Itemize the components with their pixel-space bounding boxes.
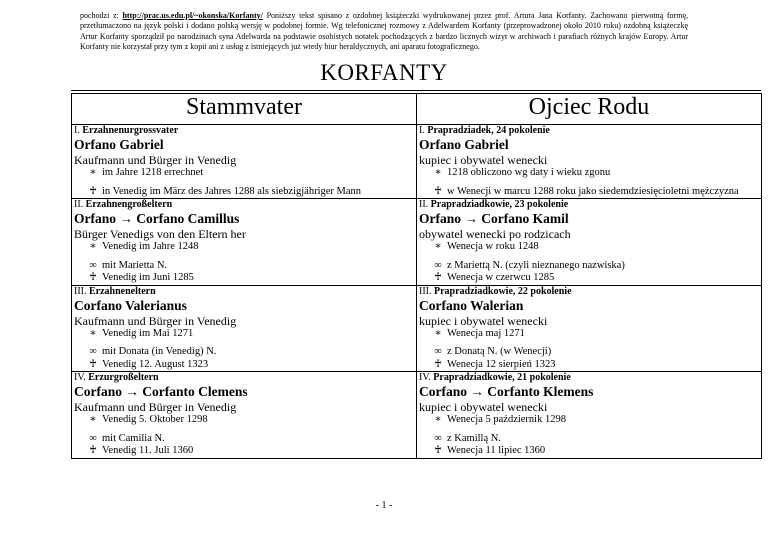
birth-icon: ∗ [434, 327, 442, 339]
death-icon: ♰ [434, 185, 442, 197]
person-name: Orfano → Corfano Camillus [74, 211, 240, 226]
title-rule [71, 90, 761, 91]
marriage-text: z Donatą N. (w Wenecji) [447, 346, 552, 357]
person-name: Corfano → Corfanto Clemens [74, 384, 248, 399]
marriage-text: mit Camilia N. [102, 432, 165, 444]
person-role: obywatel wenecki po rodzicach [419, 227, 571, 241]
marriage-icon: ∞ [434, 346, 442, 357]
birth-text: Venedig 5. Oktober 1298 [102, 414, 208, 425]
death-icon: ♰ [434, 358, 442, 370]
birth-text: Venedig im Jahre 1248 [102, 241, 199, 252]
birth-text: Wenecja maj 1271 [447, 327, 525, 339]
marriage-icon: ∞ [89, 259, 97, 271]
person-role: Kaufmann und Bürger in Venedig [74, 313, 237, 328]
death-text: Wenecja 11 lipiec 1360 [447, 445, 546, 456]
generation-title [74, 199, 414, 211]
marriage-text: mit Marietta N. [102, 259, 168, 271]
birth-text: im Jahre 1218 errechnet [102, 167, 204, 178]
birth-entry [74, 328, 414, 341]
death-icon: ♰ [89, 358, 97, 370]
death-text: Wenecja 12 sierpień 1323 [447, 358, 556, 370]
birth-entry [74, 241, 414, 254]
birth-entry [419, 414, 759, 427]
generation-title [74, 125, 414, 137]
generation-title [419, 372, 759, 384]
death-icon: ♰ [89, 185, 97, 197]
birth-entry [419, 328, 759, 341]
genealogy-table [71, 93, 762, 459]
birth-icon: ∗ [89, 167, 97, 178]
generation-number: IV. [419, 372, 434, 383]
generation-cell-de [72, 125, 417, 199]
person-name: Corfano Walerian [419, 297, 524, 313]
death-entry [419, 359, 759, 372]
generation-title [419, 286, 759, 298]
birth-text: Wenecja 5 październik 1298 [447, 414, 566, 425]
marriage-entry [74, 346, 414, 359]
death-text: Venedig 11. Juli 1360 [102, 445, 194, 456]
generation-row [72, 199, 762, 286]
generation-number: III. [74, 285, 89, 297]
generation-label: Erzahnengroßeltern [85, 199, 173, 210]
death-text: Venedig im Juni 1285 [102, 272, 194, 283]
generation-title [419, 199, 759, 211]
generation-cell-de [72, 372, 417, 459]
marriage-icon: ∞ [89, 346, 97, 357]
marriage-entry [419, 260, 759, 273]
generation-row [72, 372, 762, 459]
birth-icon: ∗ [89, 414, 97, 425]
marriage-text: mit Donata (in Venedig) N. [102, 346, 217, 357]
death-entry [419, 186, 759, 199]
generation-label: Erzurgroßeltern [88, 372, 159, 383]
marriage-entry [74, 433, 414, 446]
generation-title [74, 286, 414, 298]
page-number: - 1 - [375, 500, 393, 511]
generation-label: Prapradziadkowie, 23 pokolenie [430, 199, 569, 210]
person-name: Orfano Gabriel [74, 137, 164, 152]
birth-entry [74, 167, 414, 180]
generation-number: III. [419, 285, 434, 297]
person-role: Kaufmann und Bürger in Venedig [74, 153, 237, 167]
generation-label: Prapradziadek, 24 pokolenie [427, 125, 550, 136]
birth-entry [419, 167, 759, 180]
death-icon: ♰ [89, 272, 97, 283]
death-icon: ♰ [89, 445, 97, 456]
death-text: Wenecja w czerwcu 1285 [447, 272, 555, 283]
birth-icon: ∗ [434, 414, 442, 425]
person-role: Bürger Venedigs von den Eltern her [74, 227, 246, 241]
generation-cell-de [72, 285, 417, 372]
person-name: Corfano → Corfanto Klemens [419, 384, 594, 399]
marriage-icon: ∞ [89, 432, 97, 444]
generation-number: II. [74, 199, 86, 210]
marriage-icon: ∞ [434, 432, 442, 444]
column-header-polish: Ojciec Rodu [417, 94, 762, 125]
birth-text: Wenecja w roku 1248 [447, 241, 539, 252]
birth-icon: ∗ [434, 241, 442, 252]
generation-number: II. [419, 199, 431, 210]
person-role: kupiec i obywatel wenecki [419, 400, 548, 414]
source-text: Poniższy tekst spisano z ozdobnej książeczki wydrukowanej przez prof. Artura Jana Korfanty. Zachowano pierwotną formę, przetłumaczono na język polski i dodano polską wersję w podobnej formie. Wg telefonicznej rozmowy z Adelwardem Korfanty (przeprowadzonej około 2010 roku) ozdobną książeczkę Artur Korfanty sporządził po narodzinach syna Adelwarda na podstawie osobistych notatek pochodzących z bardzo licznych wizyt w archiwach i parafiach różnych krajów Europy. Artur Korfanty nie korzystał przy tym z kopii ani z usług z istniejących już wtedy biur heraldycznych, ani aparatu fotograficznego. [80, 11, 688, 52]
death-text: in Venedig im März des Jahres 1288 als siebzigjähriger Mann [102, 185, 362, 197]
death-entry [419, 272, 759, 285]
birth-entry [419, 241, 759, 254]
generation-number: I. [419, 125, 428, 136]
birth-icon: ∗ [89, 241, 97, 252]
generation-cell-de [72, 199, 417, 286]
generation-label: Erzahneneltern [89, 285, 156, 297]
marriage-entry [419, 346, 759, 359]
death-icon: ♰ [434, 272, 442, 283]
generation-label: Prapradziadkowie, 21 pokolenie [433, 372, 571, 383]
generation-cell-pl [417, 285, 762, 372]
birth-entry [74, 414, 414, 427]
death-entry [74, 359, 414, 372]
column-header-german: Stammvater [72, 94, 417, 125]
person-role: kupiec i obywatel wenecki [419, 313, 548, 328]
marriage-icon: ∞ [434, 259, 442, 271]
generation-title [419, 125, 759, 137]
death-entry [419, 445, 759, 458]
death-entry [74, 186, 414, 199]
marriage-entry [419, 433, 759, 446]
page-title: KORFANTY [320, 60, 448, 85]
birth-text: Venedig im Mai 1271 [102, 327, 194, 339]
generation-number: I. [74, 125, 83, 136]
generation-cell-pl [417, 372, 762, 459]
person-name: Orfano → Corfano Kamil [419, 211, 569, 226]
source-note [80, 11, 688, 53]
marriage-text: z Kamillą N. [447, 432, 501, 444]
death-text: w Wenecji w marcu 1288 roku jako siedemdziesięcioletni mężczyzna [447, 185, 739, 197]
person-name: Orfano Gabriel [419, 137, 509, 152]
birth-icon: ∗ [89, 327, 97, 339]
generation-label: Prapradziadkowie, 22 pokolenie [434, 285, 572, 297]
generation-cell-pl [417, 125, 762, 199]
death-entry [74, 272, 414, 285]
death-icon: ♰ [434, 445, 442, 456]
birth-text: 1218 obliczono wg daty i wieku zgonu [447, 167, 611, 178]
marriage-text: z Mariettą N. (czyli nieznanego nazwiska) [447, 259, 625, 271]
person-name: Corfano Valerianus [74, 297, 187, 313]
death-text: Venedig 12. August 1323 [102, 358, 209, 370]
column-header-row [72, 94, 762, 125]
source-prefix: pochodzi z: [80, 11, 123, 20]
person-role: Kaufmann und Bürger in Venedig [74, 400, 237, 414]
generation-cell-pl [417, 199, 762, 286]
source-link[interactable]: http://prac.us.edu.pl/~okonska/Korfanty/ [122, 11, 263, 20]
generation-number: IV. [74, 372, 89, 383]
death-entry [74, 445, 414, 458]
generation-label: Erzahnenurgrossvater [82, 125, 179, 136]
generation-row [72, 125, 762, 199]
generation-title [74, 372, 414, 384]
marriage-entry [74, 260, 414, 273]
birth-icon: ∗ [434, 167, 442, 178]
person-role: kupiec i obywatel wenecki [419, 153, 548, 167]
generation-row [72, 285, 762, 372]
